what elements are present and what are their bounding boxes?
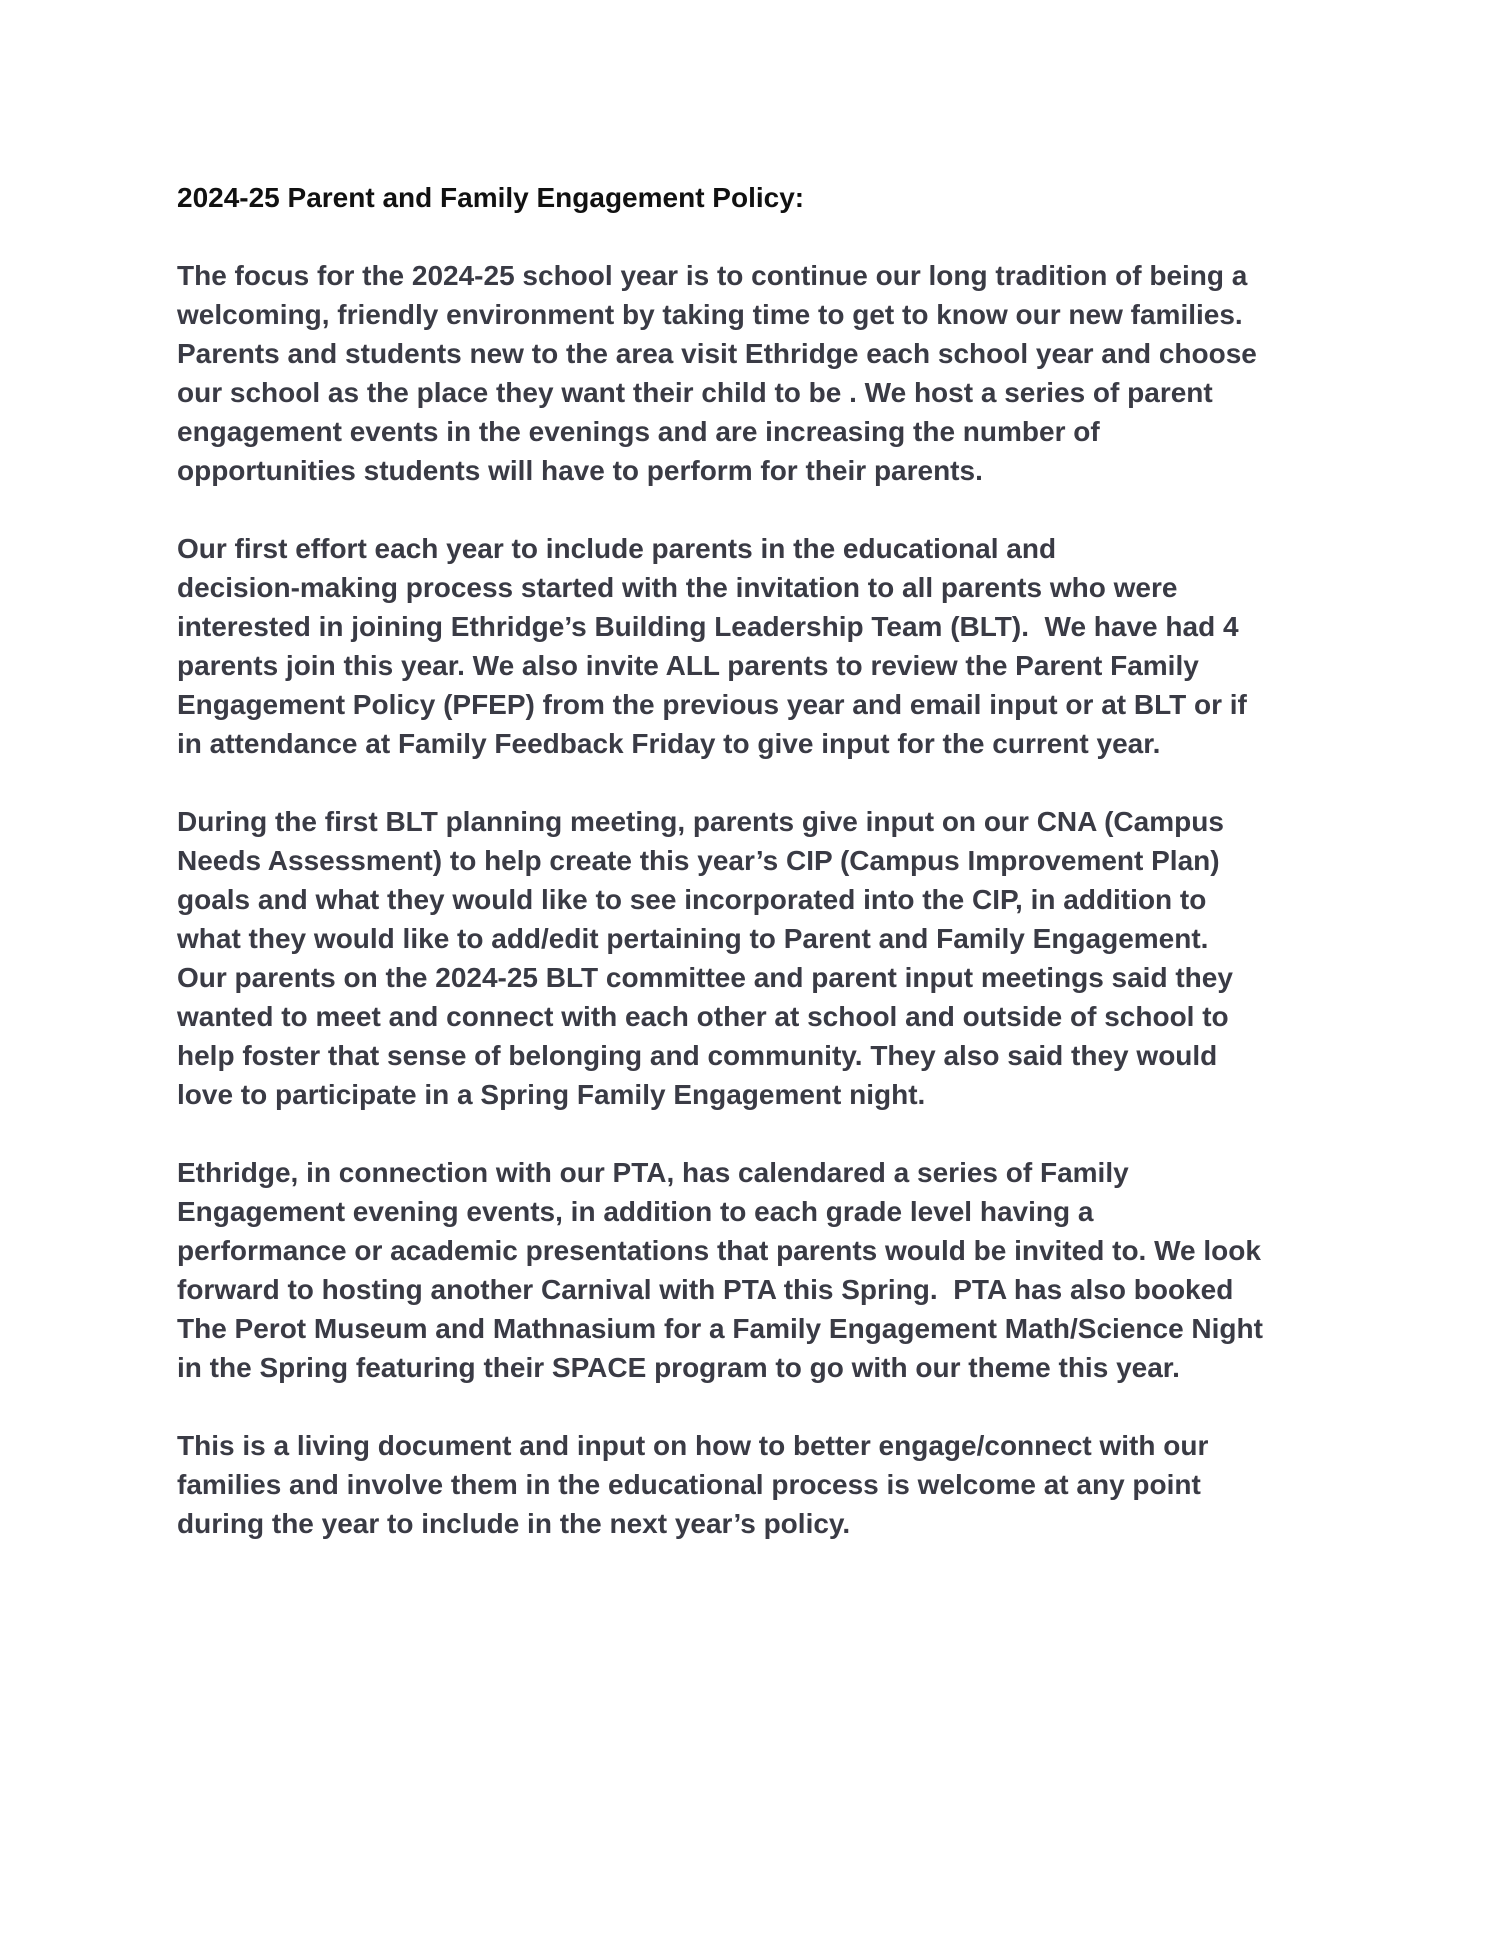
text-line: Engagement evening events, in addition to each grade level having a: [177, 1196, 1094, 1227]
text-line: goals and what they would like to see incorporated into the CIP, in addition to: [177, 884, 1207, 915]
text-line: wanted to meet and connect with each other at school and outside of school to: [177, 1001, 1229, 1032]
text-line: during the year to include in the next year’s policy.: [177, 1508, 851, 1539]
page-title: 2024-25 Parent and Family Engagement Policy:: [177, 182, 805, 213]
text-line: families and involve them in the educational process is welcome at any point: [177, 1469, 1201, 1500]
text-line: During the first BLT planning meeting, parents give input on our CNA (Campus: [177, 806, 1224, 837]
text-line: This is a living document and input on how to better engage/connect with our: [177, 1430, 1209, 1461]
paragraph-blt-meeting: [177, 802, 1337, 1114]
text-line: Our parents on the 2024-25 BLT committee and parent input meetings said they: [177, 962, 1233, 993]
text-line: Parents and students new to the area visit Ethridge each school year and choose: [177, 338, 1257, 369]
text-line: performance or academic presentations that parents would be invited to. We look: [177, 1235, 1261, 1266]
text-line: Our first effort each year to include parents in the educational and: [177, 533, 1057, 564]
paragraph-living-document: [177, 1426, 1337, 1543]
text-line: forward to hosting another Carnival with PTA this Spring. PTA has also booked: [177, 1274, 1234, 1305]
paragraph-pta-events: [177, 1153, 1337, 1387]
text-line: decision-making process started with the invitation to all parents who were: [177, 572, 1178, 603]
text-line: love to participate in a Spring Family Engagement night.: [177, 1079, 926, 1110]
text-line: The focus for the 2024-25 school year is to continue our long tradition of being a: [177, 260, 1248, 291]
paragraph-first-effort: [177, 529, 1337, 763]
text-line: our school as the place they want their child to be . We host a series of parent: [177, 377, 1213, 408]
text-line: help foster that sense of belonging and community. They also said they would: [177, 1040, 1218, 1071]
text-line: welcoming, friendly environment by taking time to get to know our new families.: [177, 299, 1243, 330]
text-line: parents join this year. We also invite ALL parents to review the Parent Family: [177, 650, 1199, 681]
text-line: what they would like to add/edit pertaining to Parent and Family Engagement.: [177, 923, 1209, 954]
text-line: engagement events in the evenings and are increasing the number of: [177, 416, 1100, 447]
text-line: in attendance at Family Feedback Friday to give input for the current year.: [177, 728, 1161, 759]
paragraph-focus: [177, 256, 1337, 490]
text-line: interested in joining Ethridge’s Building Leadership Team (BLT). We have had 4: [177, 611, 1239, 642]
text-line: Needs Assessment) to help create this year’s CIP (Campus Improvement Plan): [177, 845, 1220, 876]
text-line: The Perot Museum and Mathnasium for a Family Engagement Math/Science Night: [177, 1313, 1263, 1344]
text-line: Ethridge, in connection with our PTA, has calendared a series of Family: [177, 1157, 1129, 1188]
text-line: in the Spring featuring their SPACE program to go with our theme this year.: [177, 1352, 1180, 1383]
document-body: [177, 178, 1337, 1582]
text-line: opportunities students will have to perform for their parents.: [177, 455, 983, 486]
text-line: Engagement Policy (PFEP) from the previous year and email input or at BLT or if: [177, 689, 1247, 720]
